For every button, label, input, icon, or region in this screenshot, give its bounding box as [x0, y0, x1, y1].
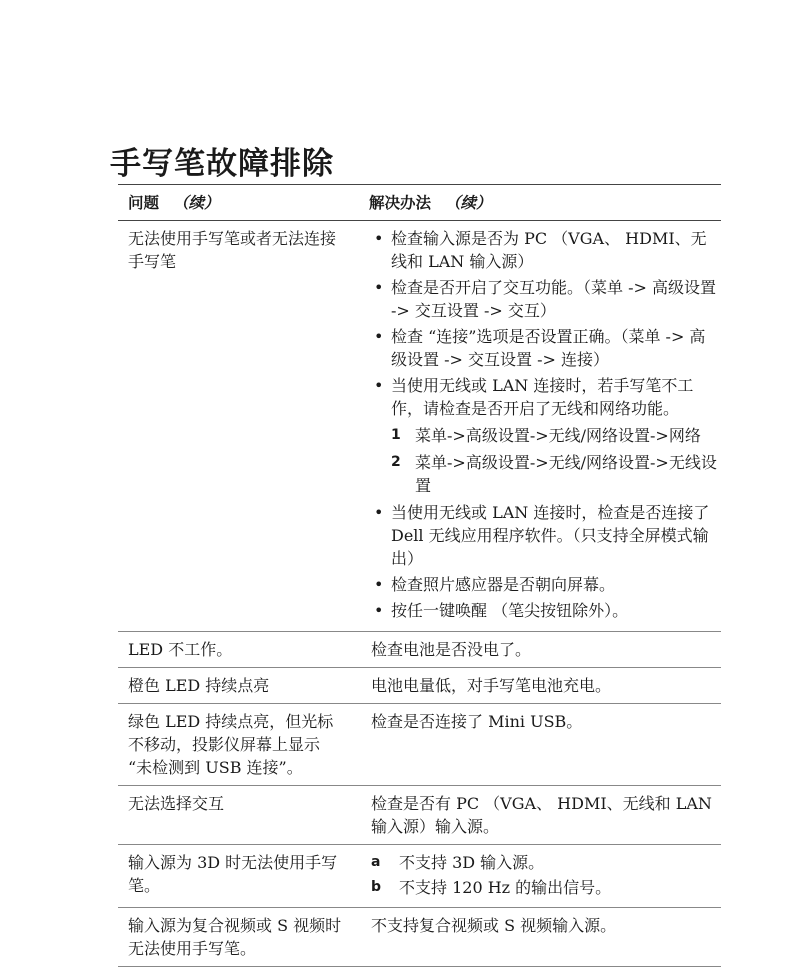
step-number: 2 — [391, 454, 401, 470]
bullet-item: • 当使用无线或 LAN 连接时，若手写笔不工作，请检查是否开启了无线和网络功能。 — [371, 374, 717, 420]
item-letter: b — [371, 879, 382, 895]
solution-cell: 检查是否连接了 Mini USB。 — [371, 712, 583, 731]
header-solution — [359, 185, 721, 221]
problem-cell: 绿色 LED 持续点亮，但光标不移动，投影仪屏幕上显示 “未检测到 USB 连接”。 — [128, 712, 334, 777]
table-header-row — [118, 185, 721, 221]
lettered-list — [371, 851, 717, 899]
bullet-item: • 检查照片感应器是否朝向屏幕。 — [371, 573, 717, 596]
solution-cell — [359, 845, 721, 908]
table-row — [118, 221, 721, 632]
header-solution-continued: （续） — [445, 194, 492, 212]
table-row — [118, 632, 721, 668]
solution-cell — [359, 221, 721, 632]
solution-cell: 检查是否有 PC （VGA、 HDMI、无线和 LAN 输入源）输入源。 — [371, 794, 712, 836]
lettered-item — [371, 876, 717, 899]
step-text: 菜单->高级设置->无线/网络设置->网络 — [415, 426, 701, 445]
step-number: 1 — [391, 427, 401, 443]
table-row — [118, 704, 721, 786]
troubleshooting-table — [118, 184, 721, 967]
header-problem — [118, 185, 359, 221]
bullet-item: • 检查输入源是否为 PC （VGA、 HDMI、无线和 LAN 输入源） — [371, 227, 717, 273]
solution-bullet-list — [371, 227, 717, 420]
page-title: 手写笔故障排除 — [110, 146, 334, 182]
menu-steps-list — [371, 424, 717, 497]
table-row — [118, 845, 721, 908]
bullet-item: • 按任一键唤醒 （笔尖按钮除外）。 — [371, 599, 717, 622]
problem-cell: 橙色 LED 持续点亮 — [128, 676, 270, 695]
problem-cell: LED 不工作。 — [128, 640, 233, 659]
header-problem-continued: （续） — [173, 194, 220, 212]
table-row — [118, 786, 721, 845]
step-item — [371, 451, 717, 497]
step-item — [371, 424, 717, 447]
bullet-item: • 当使用无线或 LAN 连接时，检查是否连接了 Dell 无线应用程序软件。（只支持全屏模式输出） — [371, 501, 717, 570]
item-text: 不支持 120 Hz 的输出信号。 — [399, 878, 612, 897]
step-text: 菜单->高级设置->无线/网络设置->无线设置 — [415, 453, 717, 495]
problem-cell: 无法使用手写笔或者无法连接手写笔 — [128, 229, 337, 271]
problem-cell: 输入源为 3D 时无法使用手写笔。 — [128, 853, 338, 895]
bullet-item: • 检查 “连接”选项是否设置正确。（菜单 -> 高级设置 -> 交互设置 -> 连接） — [371, 325, 717, 371]
solution-bullet-list — [371, 501, 717, 622]
item-letter: a — [371, 854, 381, 870]
problem-cell: 输入源为复合视频或 S 视频时无法使用手写笔。 — [128, 916, 342, 958]
header-problem-label: 问题 — [128, 194, 160, 212]
solution-cell: 电池电量低，对手写笔电池充电。 — [371, 676, 612, 695]
table-row — [118, 668, 721, 704]
header-solution-label: 解决办法 — [369, 194, 432, 212]
item-text: 不支持 3D 输入源。 — [399, 853, 545, 872]
lettered-item — [371, 851, 717, 874]
bullet-item: • 检查是否开启了交互功能。（菜单 -> 高级设置 -> 交互设置 -> 交互） — [371, 276, 717, 322]
solution-cell: 检查电池是否没电了。 — [371, 640, 532, 659]
problem-cell: 无法选择交互 — [128, 794, 225, 813]
solution-cell: 不支持复合视频或 S 视频输入源。 — [371, 916, 617, 935]
table-row — [118, 908, 721, 967]
